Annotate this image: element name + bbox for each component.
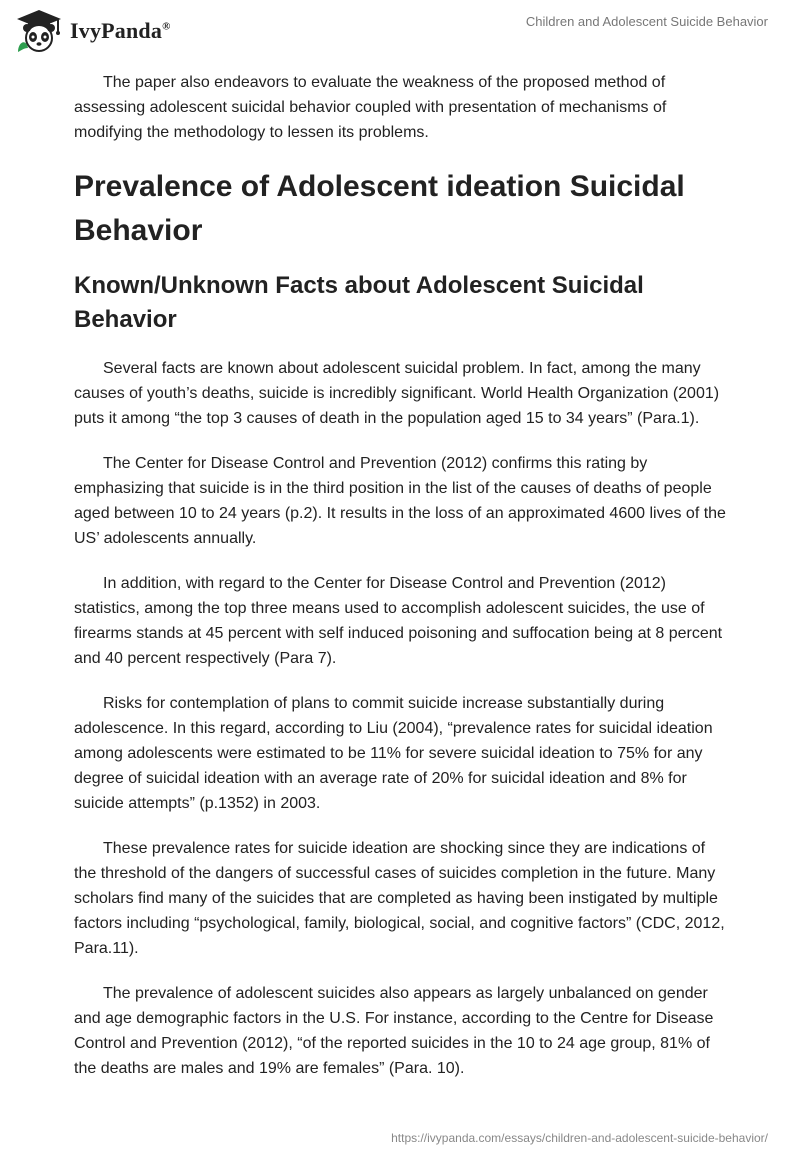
intro-paragraph: The paper also endeavors to evaluate the weakness of the proposed method of assessing adolescent suicidal behavior coupled with presentation of mechanisms of modifying the methodology to lessen its problems. — [74, 74, 667, 141]
paragraph: Several facts are known about adolescent suicidal problem. In fact, among the many causes of youth’s deaths, suicide is incredibly significant. World Health Organization (2001) puts it among “the top 3 causes of death in the population aged 15 to 34 years” (Para.1). — [74, 360, 720, 427]
subsection-heading: Known/Unknown Facts about Adolescent Suicidal Behavior — [74, 272, 644, 333]
running-title: Children and Adolescent Suicide Behavior — [525, 14, 768, 29]
brand-name: IvyPanda® — [70, 18, 171, 43]
paragraph: Risks for contemplation of plans to commit suicide increase substantially during adolescence. In this regard, according to Liu (2004), “prevalence rates for suicidal ideation among adolescents were estimated to be 11% for severe suicidal ideation to 75% for any degree of suicidal ideation with an average rate of 20% for suicidal ideation and 8% for suicide attempts” (p.1352) in 2003. — [74, 695, 713, 812]
panda-graduate-icon — [14, 8, 64, 54]
section-heading: Prevalence of Adolescent ideation Suicidal Behavior — [74, 170, 685, 247]
paragraph: These prevalence rates for suicide ideation are shocking since they are indications of the threshold of the dangers of successful cases of suicides completion in the future. Many scholars find many of the suicides that are completed as having been instigated by multiple factors including “psychological, family, biological, social, and cognitive factors” (CDC, 2012, Para.11). — [74, 840, 725, 957]
brand-logo[interactable] — [14, 10, 171, 52]
paragraph: The prevalence of adolescent suicides also appears as largely unbalanced on gender and age demographic factors in the U.S. For instance, according to the Centre for Disease Control and Prevention (2012), “of the reported suicides in the 10 to 24 age group, 81% of the deaths are males and 19% are females” (Para. 10). — [74, 985, 714, 1077]
page-header — [0, 0, 800, 70]
source-url[interactable]: https://ivypanda.com/essays/children-and-adolescent-suicide-behavior/ — [391, 1131, 768, 1145]
paragraph: In addition, with regard to the Center for Disease Control and Prevention (2012) statistics, among the top three means used to accomplish adolescent suicides, the use of firearms stands at 45 percent with self induced poisoning and suffocation being at 8 percent and 40 percent respectively (Para 7). — [74, 575, 723, 667]
paragraph: The Center for Disease Control and Prevention (2012) confirms this rating by emphasizing that suicide is in the third position in the list of the causes of deaths of people aged between 10 to 24 years (p.2). It results in the loss of an approximated 4600 lives of the US’ adolescents annually. — [74, 455, 726, 547]
essay-content — [74, 70, 730, 1101]
